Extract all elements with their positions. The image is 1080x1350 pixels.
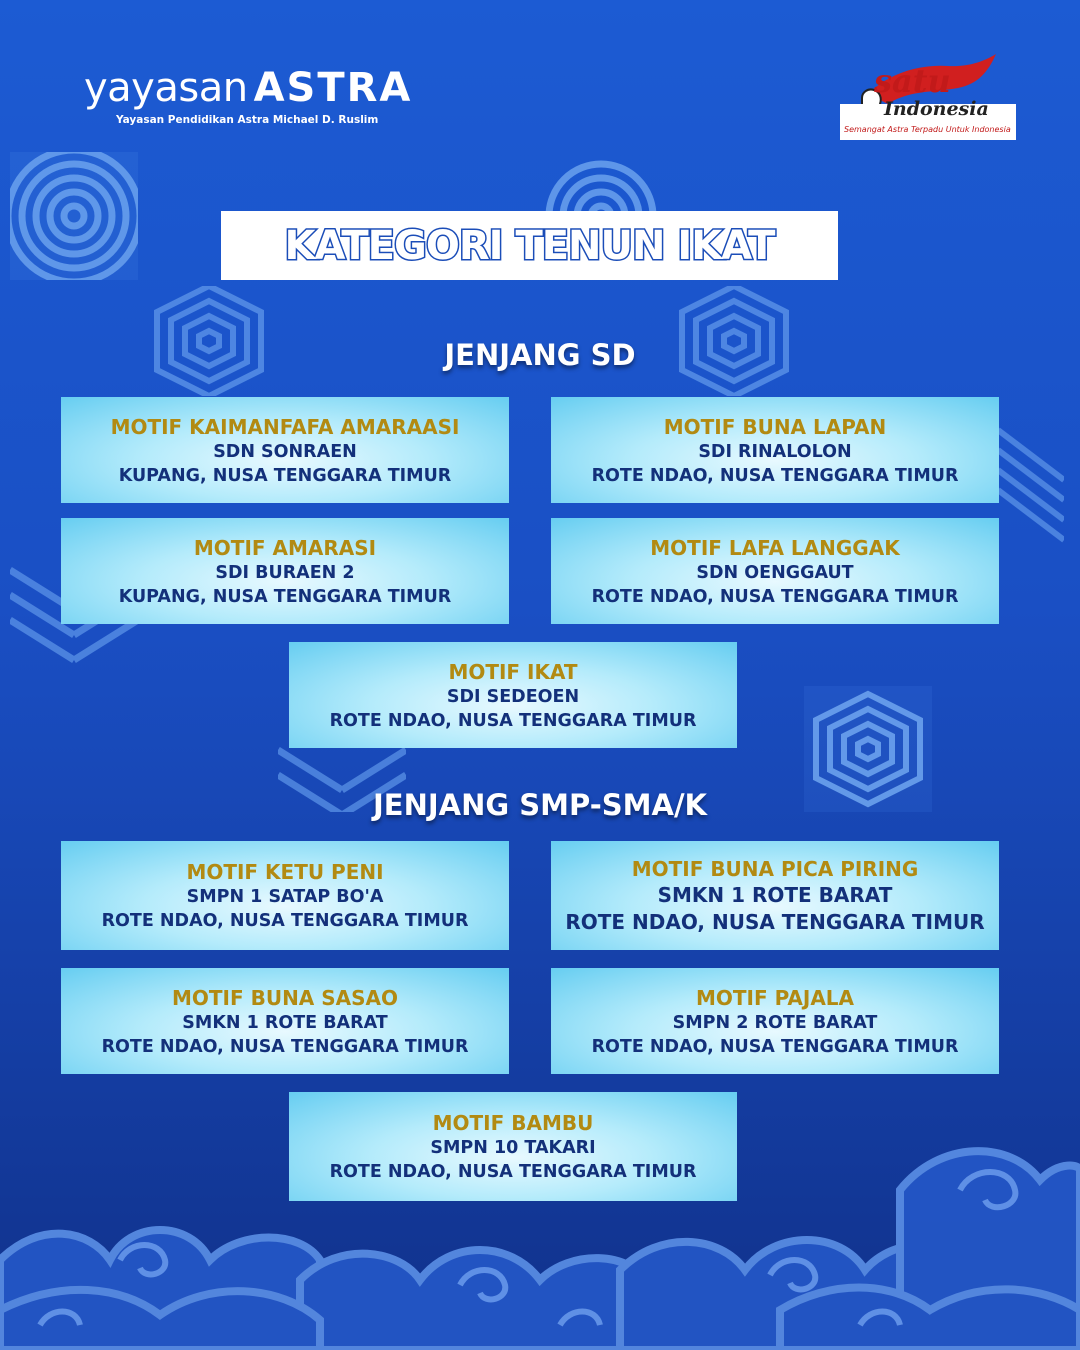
satu-logo-text: satu — [874, 62, 951, 100]
card-motif: MOTIF KETU PENI — [186, 860, 384, 884]
section-heading-sd: JENJANG SD — [444, 338, 636, 372]
card-motif: MOTIF BUNA LAPAN — [663, 414, 887, 439]
card-motif: MOTIF LAFA LANGGAK — [650, 535, 900, 560]
astra-logo-light-text: yayasan — [84, 65, 248, 111]
card-location: ROTE NDAO, NUSA TENGGARA TIMUR — [101, 1036, 469, 1057]
concentric-circles-pattern-left — [10, 152, 138, 280]
card-location: ROTE NDAO, NUSA TENGGARA TIMUR — [329, 1162, 697, 1182]
card-location: ROTE NDAO, NUSA TENGGARA TIMUR — [329, 710, 697, 731]
yayasan-astra-logo — [84, 66, 414, 126]
card-school: SMKN 1 ROTE BARAT — [657, 883, 893, 907]
satu-indonesia-logo — [838, 54, 1024, 142]
page-title: KATEGORI TENUN IKAT — [284, 222, 775, 269]
title-banner — [221, 211, 838, 280]
card-school: SMKN 1 ROTE BARAT — [182, 1012, 388, 1033]
astra-logo-subtitle: Yayasan Pendidikan Astra Michael D. Ruslim — [116, 114, 379, 126]
card-school: SMPN 2 ROTE BARAT — [672, 1012, 878, 1033]
card-motif: MOTIF KAIMANFAFA AMARAASI — [110, 414, 460, 439]
card-location: ROTE NDAO, NUSA TENGGARA TIMUR — [591, 586, 959, 607]
card-motif-ikat — [289, 642, 737, 748]
card-school: SMPN 1 SATAP BO'A — [186, 887, 384, 907]
card-motif: MOTIF BUNA PICA PIRING — [631, 857, 919, 881]
astra-logo-bold-text: ASTRA — [253, 65, 413, 111]
astra-logo-wordmark — [84, 66, 414, 110]
card-motif: MOTIF PAJALA — [695, 985, 855, 1010]
diagonal-stripes-pattern-right — [998, 420, 1064, 546]
card-motif: MOTIF IKAT — [448, 659, 578, 684]
card-location: ROTE NDAO, NUSA TENGGARA TIMUR — [101, 911, 469, 931]
section-heading-smp-sma: JENJANG SMP-SMA/K — [372, 788, 708, 822]
concentric-circles-pattern-top — [537, 152, 665, 212]
card-motif-buna-pica-piring — [551, 841, 999, 950]
card-location: KUPANG, NUSA TENGGARA TIMUR — [118, 465, 452, 486]
card-motif-bambu — [289, 1092, 737, 1201]
card-motif-buna-sasao — [61, 968, 509, 1074]
card-motif-amarasi — [61, 518, 509, 624]
card-school: SDN SONRAEN — [213, 441, 357, 462]
satu-logo-tagline: Semangat Astra Terpadu Untuk Indonesia — [844, 125, 1011, 134]
card-school: SDI SEDEOEN — [446, 686, 580, 707]
card-school: SDI BURAEN 2 — [215, 562, 355, 583]
card-motif-lafa-langgak — [551, 518, 999, 624]
card-school: SMPN 10 TAKARI — [430, 1138, 596, 1158]
card-motif: MOTIF AMARASI — [193, 535, 377, 560]
card-location: KUPANG, NUSA TENGGARA TIMUR — [118, 586, 452, 607]
card-motif-pajala — [551, 968, 999, 1074]
card-motif-kaimanfafa-amaraasi — [61, 397, 509, 503]
card-location: ROTE NDAO, NUSA TENGGARA TIMUR — [565, 910, 985, 934]
card-motif: MOTIF BAMBU — [432, 1111, 594, 1135]
card-school: SDN OENGGAUT — [696, 562, 854, 583]
satu-logo-indonesia-text: Indonesia — [884, 98, 989, 120]
card-location: ROTE NDAO, NUSA TENGGARA TIMUR — [591, 465, 959, 486]
card-motif-ketu-peni — [61, 841, 509, 950]
card-motif: MOTIF BUNA SASAO — [171, 985, 399, 1010]
card-motif-buna-lapan — [551, 397, 999, 503]
card-school: SDI RINALOLON — [698, 441, 852, 462]
card-location: ROTE NDAO, NUSA TENGGARA TIMUR — [591, 1036, 959, 1057]
